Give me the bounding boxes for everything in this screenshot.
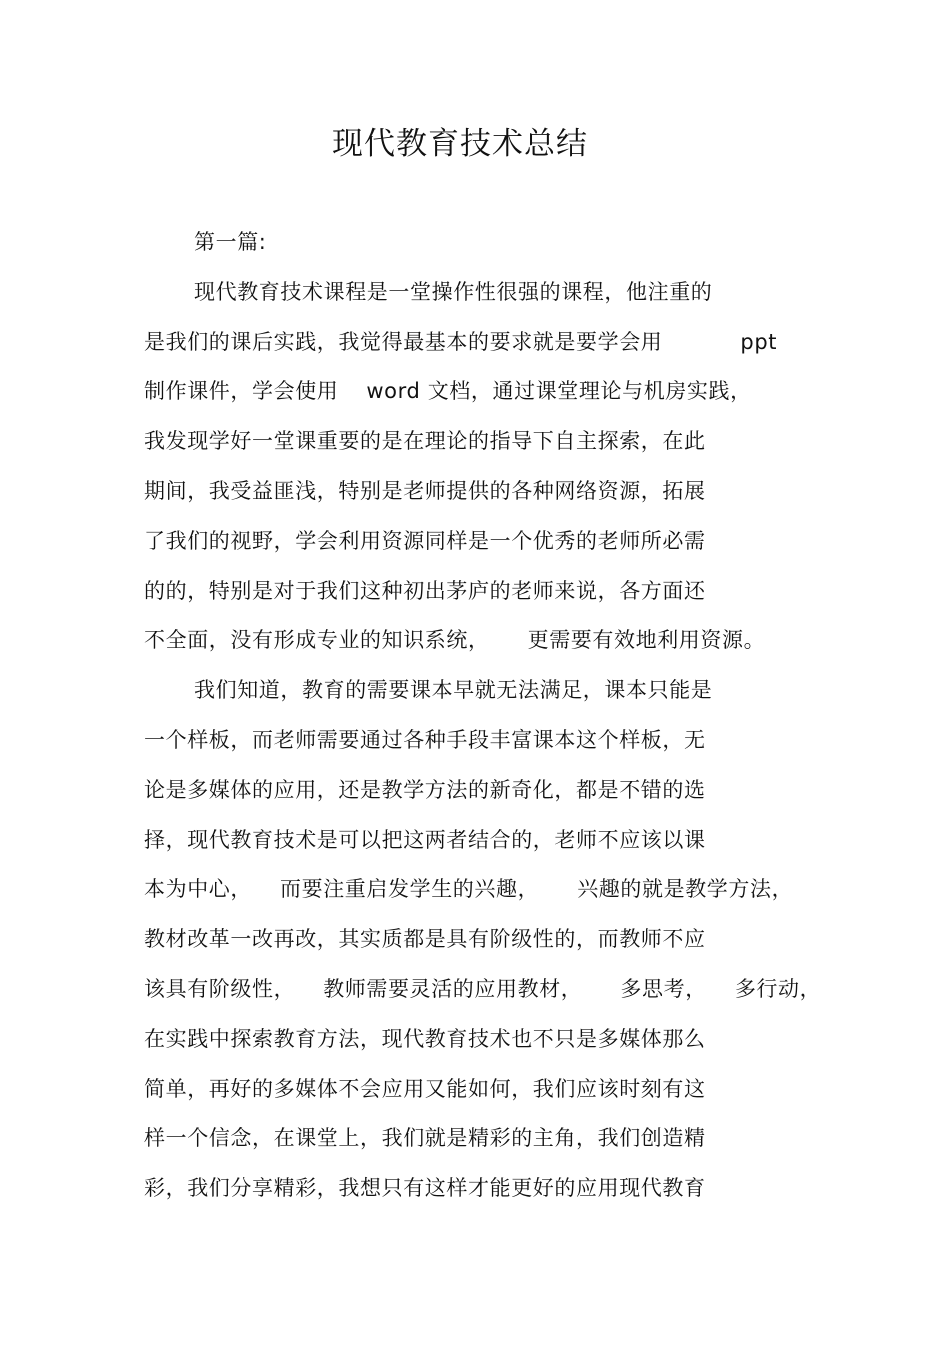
paragraph-2-line-9: 简单，再好的多媒体不会应用又能如何，我们应该时刻有这 [144, 1076, 706, 1101]
document-title: 现代教育技术总结 [332, 126, 588, 162]
paragraph-1-line-7: 的的，特别是对于我们这种初出茅庐的老师来说，各方面还 [144, 578, 706, 603]
line-13-text-b: 而要注重启发学生的兴趣， [280, 877, 540, 902]
line-15-text-a: 该具有阶级性， [144, 976, 296, 1001]
paragraph-2-line-7 [144, 971, 824, 1021]
paragraph-1-line-8 [144, 622, 824, 672]
line-13-text-c: 兴趣的就是教学方法， [577, 877, 794, 902]
line-3-text: 制作课件，学会使用 [144, 379, 339, 404]
paragraph-2-line-11: 彩，我们分享精彩，我想只有这样才能更好的应用现代教育 [144, 1176, 706, 1201]
line-2-ppt: ppt [740, 329, 778, 354]
line-13-text-a: 本为中心， [144, 877, 252, 902]
paragraph-1-line-6: 了我们的视野，学会利用资源同样是一个优秀的老师所必需 [144, 528, 706, 553]
paragraph-1-line-4: 我发现学好一堂课重要的是在理论的指导下自主探索，在此 [144, 429, 706, 454]
paragraph-2-line-8: 在实践中探索教育方法，现代教育技术也不只是多媒体那么 [144, 1026, 706, 1051]
line-3-word: word 文档，通过课堂理论与机房实践， [366, 379, 752, 404]
line-2-text: 是我们的课后实践，我觉得最基本的要求就是要学会用 [144, 329, 663, 354]
paragraph-2-line-4: 择，现代教育技术是可以把这两者结合的，老师不应该以课 [144, 827, 706, 852]
paragraph-2-line-2: 一个样板，而老师需要通过各种手段丰富课本这个样板，无 [144, 727, 706, 752]
line-8-text-b: 更需要有效地利用资源。 [527, 628, 766, 653]
line-15-text-d: 多行动， [734, 976, 822, 1001]
paragraph-1-line-5: 期间，我受益匪浅，特别是老师提供的各种网络资源，拓展 [144, 478, 706, 503]
paragraph-1-line-2 [144, 324, 824, 374]
paragraph-1-line-3 [144, 373, 824, 423]
line-8-text-a: 不全面，没有形成专业的知识系统， [144, 628, 490, 653]
paragraph-2-line-1: 我们知道，教育的需要课本早就无法满足，课本只能是 [194, 678, 713, 703]
paragraph-1-line-1: 现代教育技术课程是一堂操作性很强的课程，他注重的 [194, 279, 713, 304]
paragraph-2-line-5 [144, 871, 824, 921]
section-heading: 第一篇: [194, 230, 267, 254]
line-15-text-b: 教师需要灵活的应用教材， [323, 976, 583, 1001]
line-15-text-c: 多思考， [620, 976, 707, 1001]
document-body [144, 224, 824, 1220]
paragraph-2-line-6: 教材改革一改再改，其实质都是具有阶级性的，而教师不应 [144, 927, 706, 952]
paragraph-2-line-10: 样一个信念，在课堂上，我们就是精彩的主角，我们创造精 [144, 1126, 706, 1151]
paragraph-2-line-3: 论是多媒体的应用，还是教学方法的新奇化，都是不错的选 [144, 777, 706, 802]
